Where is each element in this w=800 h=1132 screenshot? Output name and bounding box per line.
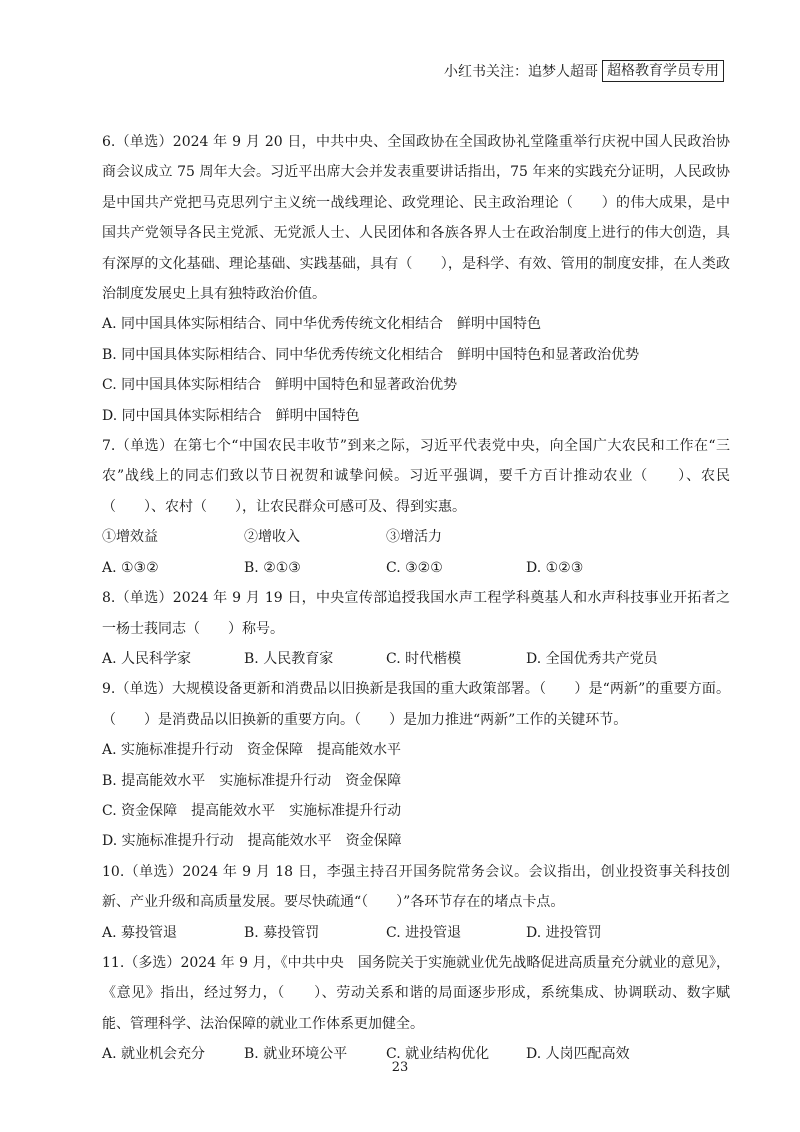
question-10 [102, 857, 730, 948]
question-8-options [102, 644, 730, 674]
question-11 [102, 948, 730, 1070]
question-7-option-b: B. ②①③ [244, 559, 301, 576]
question-10-option-c: C. 进投管退 [386, 924, 462, 941]
question-10-stem: 10.（单选）2024 年 9 月 18 日，李强主持召开国务院常务会议。会议指出，创业投资事关科技创新、产业升级和高质量发展。要尽快疏通“（ ）”各环节存在的堵点卡点。 [102, 863, 730, 911]
question-8-option-b: B. 人民教育家 [244, 650, 334, 667]
question-9 [102, 674, 730, 856]
page-number: 23 [391, 1060, 409, 1075]
question-7 [102, 431, 730, 583]
header-tag: 超格教育学员专用 [602, 60, 724, 82]
question-7-items [102, 522, 730, 552]
question-6-stem: 6.（单选）2024 年 9 月 20 日，中共中央、全国政协在全国政协礼堂隆重举行庆祝中国人民政治协商会议成立 75 周年大会。习近平出席大会并发表重要讲话指出，75 年来的实践充分证明，人民政协是中国共产党把马克思列宁主义统一战线理论、政党理论、民主政治理论（ ）的伟大成果，是中国共产党领导各民主党派、无党派人士、人民团体和各族各界人士在政治制度上进行的伟大创造，具有深厚的文化基础、理论基础、实践基础，具有（ ），是科学、有效、管用的制度安排，在人类政治制度发展史上具有独特政治价值。 [102, 134, 730, 303]
question-6-option-a: A. 同中国具体实际相结合、同中华优秀传统文化相结合 鲜明中国特色 [102, 316, 542, 333]
question-8-option-c: C. 时代楷模 [386, 650, 462, 667]
question-11-stem: 11.（多选）2024 年 9 月，《中共中央 国务院关于实施就业优先战略促进高质量充分就业的意见》，《意见》指出，经过努力，（ ）、劳动关系和谐的局面逐步形成，系统集成、协调联动、数字赋能、管理科学、法治保障的就业工作体系更加健全。 [102, 954, 730, 1032]
question-7-option-d: D. ①②③ [526, 559, 584, 576]
question-9-stem: 9.（单选）大规模设备更新和消费品以旧换新是我国的重大政策部署。（ ）是“两新”的重要方面。（ ）是消费品以旧换新的重要方向。（ ）是加力推进“两新”工作的关键环节。 [102, 681, 730, 728]
question-7-item: ②增收入 [244, 529, 300, 546]
question-9-option-b: B. 提高能效水平 实施标准提升行动 资金保障 [102, 772, 402, 789]
question-7-options [102, 553, 730, 583]
question-7-option-a: A. ①③② [102, 559, 159, 576]
question-8-stem: 8.（单选）2024 年 9 月 19 日，中央宣传部追授我国水声工程学科奠基人和水声科技事业开拓者之一杨士莪同志（ ）称号。 [102, 590, 730, 637]
question-7-item: ③增活力 [386, 529, 442, 546]
question-8 [102, 583, 730, 674]
question-8-option-a: A. 人民科学家 [102, 650, 192, 667]
question-list [102, 127, 730, 1070]
question-7-item: ①增效益 [102, 529, 158, 546]
question-11-option-c: C. 就业结构优化 [386, 1046, 490, 1063]
question-6-option-c: C. 同中国具体实际相结合 鲜明中国特色和显著政治优势 [102, 377, 458, 394]
question-6-option-d: D. 同中国具体实际相结合 鲜明中国特色 [102, 407, 360, 424]
question-10-options [102, 918, 730, 948]
question-10-option-a: A. 募投管退 [102, 924, 178, 941]
question-10-option-b: B. 募投管罚 [244, 924, 320, 941]
question-7-stem: 7.（单选）在第七个“中国农民丰收节”到来之际，习近平代表党中央，向全国广大农民和工作在“三农”战线上的同志们致以节日祝贺和诚挚问候。习近平强调，要千方百计推动农业（ ）、农民（ ）、农村（ ），让农民群众可感可及、得到实惠。 [102, 438, 730, 515]
question-9-option-d: D. 实施标准提升行动 提高能效水平 资金保障 [102, 833, 402, 850]
question-11-option-b: B. 就业环境公平 [244, 1046, 348, 1063]
question-7-option-c: C. ③②① [386, 559, 443, 576]
question-9-option-a: A. 实施标准提升行动 资金保障 提高能效水平 [102, 742, 402, 759]
question-10-option-d: D. 进投管罚 [526, 924, 602, 941]
page-header [444, 60, 724, 82]
header-note: 小红书关注：追梦人超哥 [444, 64, 598, 80]
question-9-option-c: C. 资金保障 提高能效水平 实施标准提升行动 [102, 802, 402, 819]
question-6 [102, 127, 730, 431]
question-11-option-a: A. 就业机会充分 [102, 1046, 206, 1063]
question-8-option-d: D. 全国优秀共产党员 [526, 650, 658, 667]
question-6-option-b: B. 同中国具体实际相结合、同中华优秀传统文化相结合 鲜明中国特色和显著政治优势 [102, 346, 640, 363]
question-11-option-d: D. 人岗匹配高效 [526, 1046, 630, 1063]
